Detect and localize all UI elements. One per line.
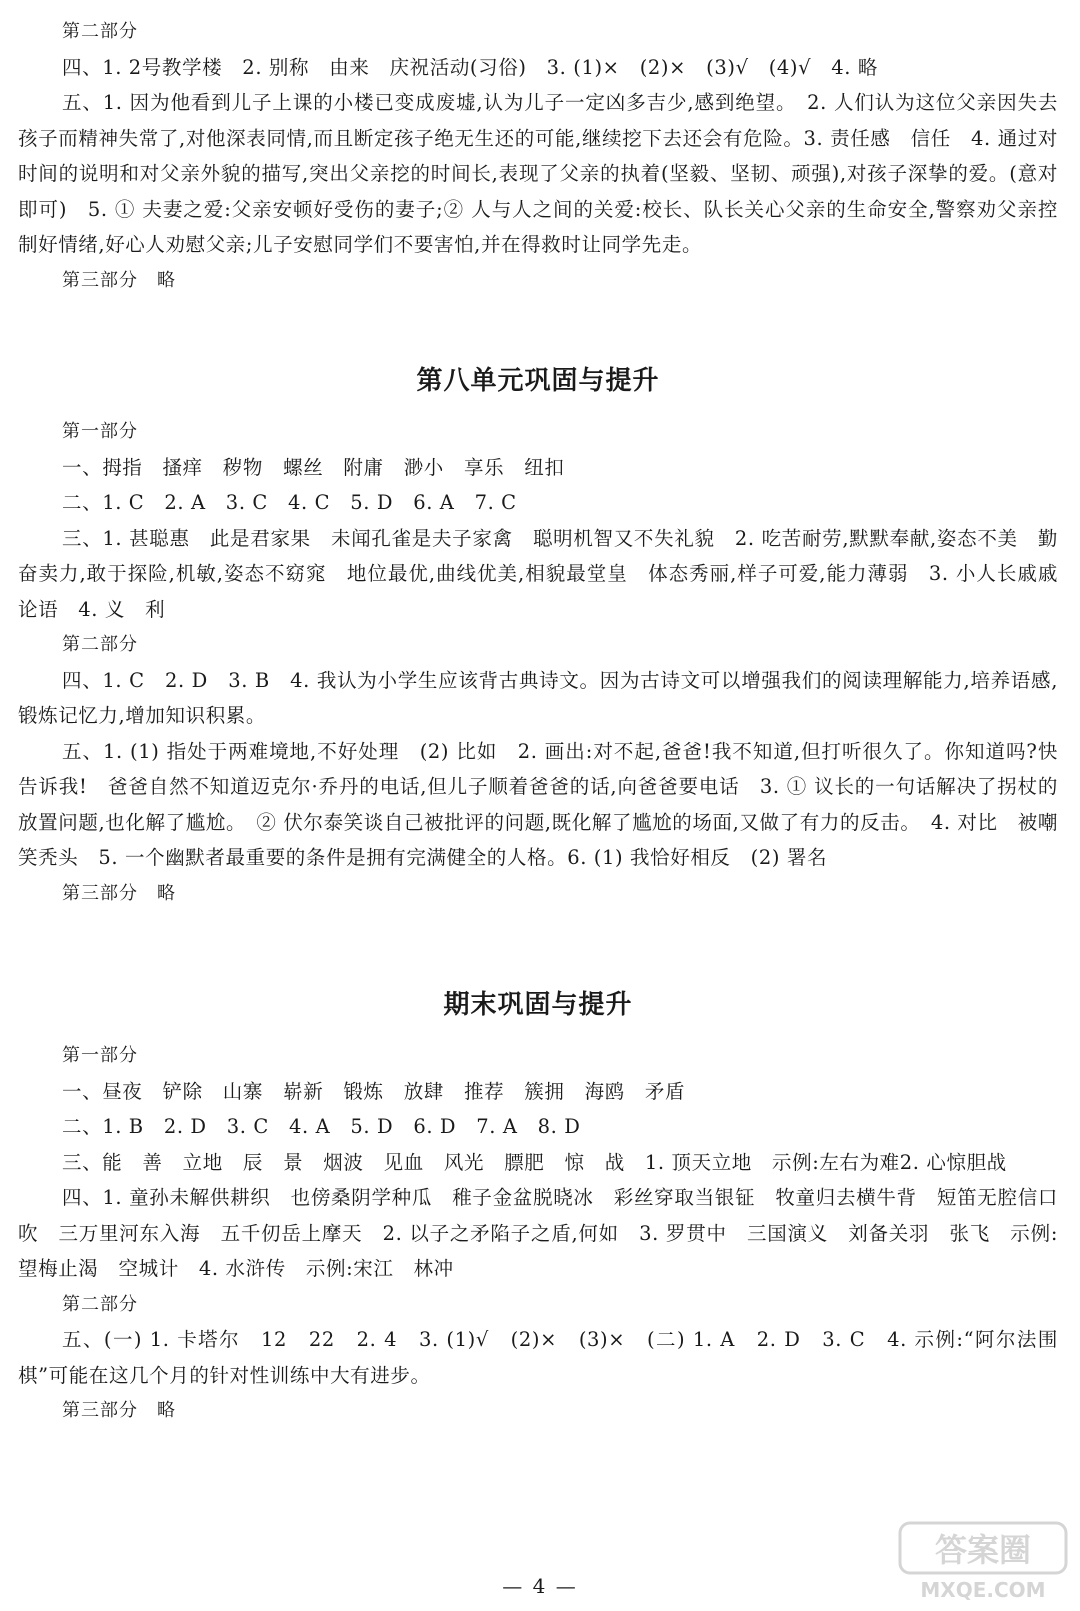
answer-paragraph: 二、1. C 2. A 3. C 4. C 5. D 6. A 7. C (62, 491, 517, 514)
page-number: — 4 — (502, 1574, 578, 1598)
answer-paragraph: 四、1. 童孙未解供耕织 也傍桑阴学种瓜 稚子金盆脱晓冰 彩丝穿取当银钲 牧童归去横牛背 短笛无腔信口吹 三万里河东入海 五千仞岳上摩天 2. 以子之矛陷子之盾,何如 3. 罗贯中 三国演义 刘备关羽 张飞 示例:望梅止渴 空城计 4. 水浒传 示例:宋江 林冲 (18, 1186, 1058, 1280)
answer-paragraph: 五、1. (1) 指处于两难境地,不好处理 (2) 比如 2. 画出:对不起,爸爸!我不知道,但打听很久了。你知道吗?快告诉我! 爸爸自然不知道迈克尔·乔丹的电话,但儿子顺着爸爸的话,向爸爸要电话 3. ① 议长的一句话解决了拐杖的放置问题,也化解了尴尬。 ② 伏尔泰笑谈自己被批评的问题,既化解了尴尬的场面,又做了有力的反击。 4. 对比 被嘲笑秃头 5. 一个幽默者最重要的条件是拥有完满健全的人格。6. (1) 我恰好相反 (2) 署名 (18, 739, 1058, 869)
answer-paragraph: 二、1. B 2. D 3. C 4. A 5. D 6. D 7. A 8. D (62, 1115, 581, 1138)
part-label: 第一部分 (62, 1045, 138, 1066)
answer-paragraph: 一、昼夜 铲除 山寨 崭新 锻炼 放肆 推荐 簇拥 海鸥 矛盾 (62, 1079, 686, 1103)
part-label: 第一部分 (62, 421, 138, 442)
answer-paragraph: 三、1. 甚聪惠 此是君家果 未闻孔雀是夫子家禽 聪明机智又不失礼貌 2. 吃苦耐劳,默默奉献,姿态不美 勤奋卖力,敢于探险,机敏,姿态不窈窕 地位最优,曲线优美,相貌最堂皇 体态秀丽,样子可爱,能力薄弱 3. 小人长戚戚 论语 4. 义 利 (18, 526, 1079, 621)
watermark-text-url: MXQE.COM (920, 1578, 1046, 1602)
answer-paragraph: 四、1. 2号教学楼 2. 别称 由来 庆祝活动(习俗) 3. (1)× (2)× (3)√ (4)√ 4. 略 (62, 55, 878, 79)
answer-paragraph: 三、能 善 立地 辰 景 烟波 见血 风光 膘肥 惊 战 1. 顶天立地 示例:左右为难2. 心惊胆战 (62, 1150, 1007, 1174)
watermark-text-cn: 答案圈 (934, 1531, 1032, 1569)
answer-paragraph: 五、1. 因为他看到儿子上课的小楼已变成废墟,认为儿子一定凶多吉少,感到绝望。 2. 人们认为这位父亲因失去孩子而精神失常了,对他深表同情,而且断定孩子绝无生还的可能,继续挖下去还会有危险。3. 责任感 信任 4. 通过对时间的说明和对父亲外貌的描写,突出父亲挖的时间长,表现了父亲的执着(坚毅、坚韧、顽强),对孩子深挚的爱。(意对即可) 5. ① 夫妻之爱:父亲安顿好受伤的妻子;② 人与人之间的关爱:校长、队长关心父亲的生命安全,警察劝父亲控制好情绪,好心人劝慰父亲;儿子安慰同学们不要害怕,并在得救时让同学先走。 (18, 91, 1058, 256)
section-title: 期末巩固与提升 (443, 990, 633, 1020)
part-label: 第三部分 略 (62, 1400, 176, 1421)
part-label: 第二部分 (62, 1293, 138, 1315)
answer-paragraph: 四、1. C 2. D 3. B 4. 我认为小学生应该背古典诗文。因为古诗文可以增强我们的阅读理解能力,培养语感,锻炼记忆力,增加知识积累。 (18, 668, 1058, 727)
part-label: 第三部分 略 (62, 882, 176, 904)
section-unit7-tail (18, 14, 1058, 298)
part-label: 第三部分 略 (62, 269, 176, 291)
section-unit8 (18, 348, 1079, 911)
answer-paragraph: 一、拇指 搔痒 秽物 螺丝 附庸 渺小 享乐 纽扣 (62, 455, 565, 479)
answer-paragraph: 五、(一) 1. 卡塔尔 12 22 2. 4 3. (1)√ (2)× (3)× (二) 1. A 2. D 3. C 4. 示例:“阿尔法围棋”可能在这几个月的针对性训练中大有进步。 (18, 1328, 1058, 1387)
watermark-logo (898, 1521, 1068, 1603)
section-title: 第八单元巩固与提升 (416, 366, 660, 396)
part-label: 第二部分 (62, 634, 138, 655)
section-final (18, 972, 1058, 1429)
part-label: 第二部分 (62, 21, 138, 42)
